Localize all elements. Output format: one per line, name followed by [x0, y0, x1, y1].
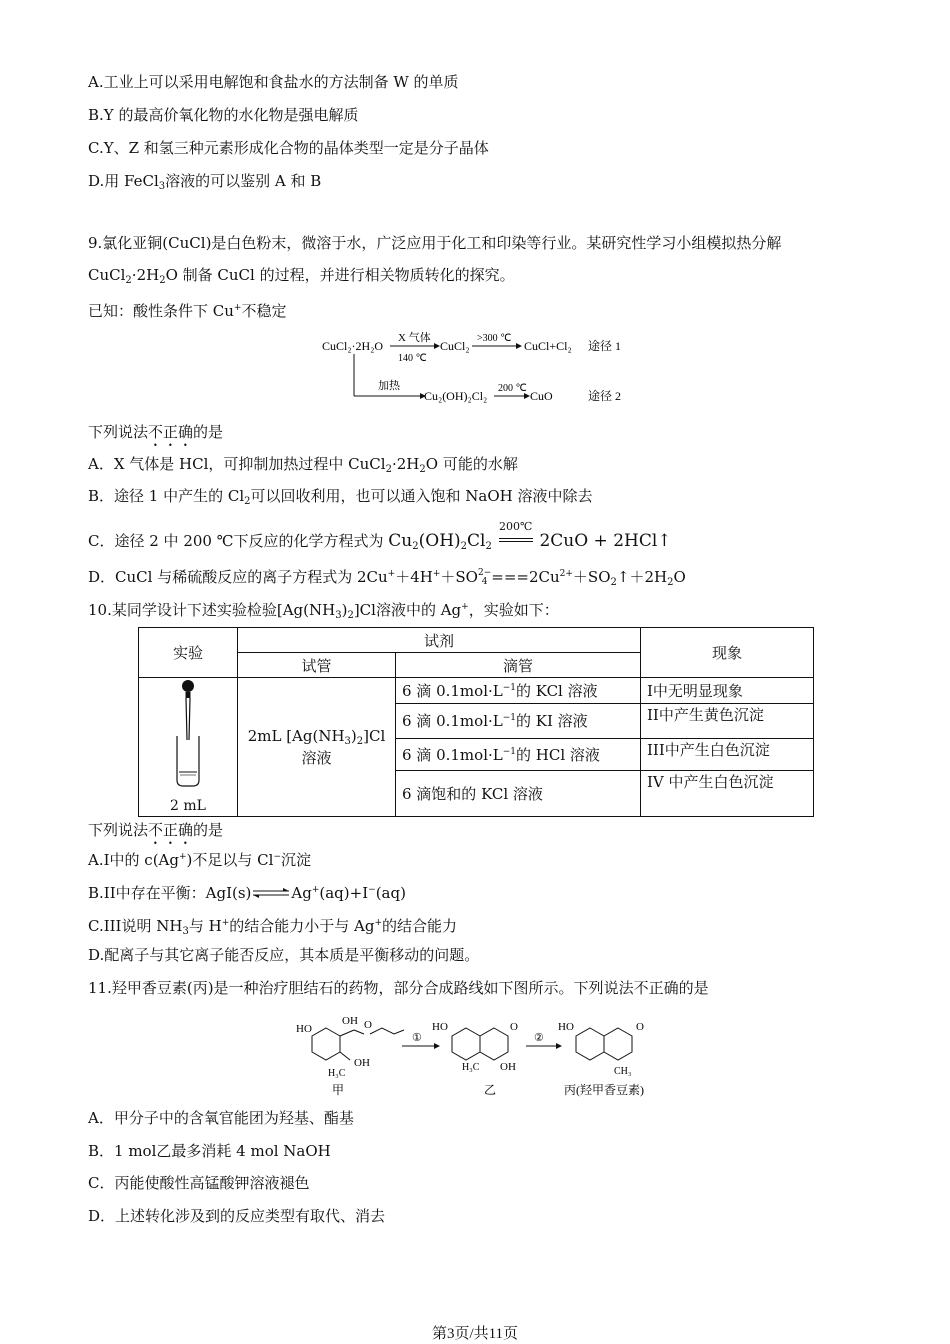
q11-option-c: C．丙能使酸性高锰酸钾溶液褪色: [88, 1174, 310, 1192]
dropper-row-3: 6 滴 $0.1mol\cdot L^{-1}$的 HCl 溶液: [396, 739, 641, 771]
jia-ho-label: HO: [296, 1023, 312, 1035]
q11-option-b: B．1 mol乙最多消耗 4 mol NaOH: [88, 1142, 331, 1160]
dropper-row-2: 6 滴 $0.1mol\cdot L^{-1}$的 KI 溶液: [396, 703, 641, 739]
jia-o-label: O: [364, 1019, 372, 1031]
q9-option-c: C．途径 2 中 200 ℃下反应的化学方程式为 $Cu_2(OH)_2Cl_2$ 200℃ 2CuO + 2HCl↑: [88, 520, 672, 552]
q9-stem-line1: 9.氯化亚铜(CuCl)是白色粉末，微溶于水，广泛应用于化工和印染等行业。某研究性学习小组模拟热分解: [88, 234, 782, 252]
th-phenomenon: 现象: [641, 628, 814, 678]
q11-stem: 11.羟甲香豆素(丙)是一种治疗胆结石的药物，部分合成路线如下图所示。下列说法不正确的是: [88, 979, 709, 997]
tube-reagent: 2mL $[Ag(NH_3)_2]Cl$ 溶液: [238, 678, 396, 817]
q9-option-b: B．途径 1 中产生的 $Cl_2$可以回收利用，也可以通入饱和 NaOH 溶液中除去: [88, 487, 593, 507]
q10-experiment-table: [138, 627, 814, 817]
flow-inter: Cu₂(OH)₂Cl₂: [424, 389, 488, 403]
q11-synthesis-route: [294, 1008, 664, 1100]
q8-option-d: D.用 FeCl$_3$溶液的可以鉴别 A 和 B: [88, 172, 322, 192]
experiment-apparatus-cell: [139, 678, 238, 817]
flow-t200: 200 ℃: [498, 383, 527, 394]
yi-h3c-label: H₃C: [462, 1062, 480, 1073]
q9-flow-diagram: [320, 326, 640, 408]
q8-option-c: C.Y、Z 和氢三种元素形成化合物的晶体类型一定是分子晶体: [88, 139, 489, 157]
flow-path1: 途径 1: [588, 339, 622, 353]
q9-option-d: D．CuCl 与稀硫酸反应的离子方程式为 2Cu+＋4H+＋SO2− $4 ===2Cu^{2+}+SO_2↑+2H_2O$: [88, 568, 686, 588]
th-reagent: 试剂: [238, 628, 641, 653]
q10-option-b: B.II中存在平衡：AgI(s) Ag+(aq)+I−(aq): [88, 884, 406, 902]
yi-oh-label: OH: [500, 1061, 516, 1073]
flow-heat: 加热: [378, 380, 400, 392]
jia-oh2-label: OH: [354, 1057, 370, 1069]
th-tube: 试管: [238, 653, 396, 678]
test-tube-icon: [168, 678, 208, 794]
q10-question: 下列说法不正确的是: [88, 821, 224, 839]
phenomenon-row-3: III中产生白色沉淀: [641, 739, 814, 771]
q11-option-d: D．上述转化涉及到的反应类型有取代、消去: [88, 1207, 386, 1225]
flow-end1: CuCl+Cl₂: [524, 339, 572, 353]
flow-path2: 途径 2: [588, 389, 622, 403]
q10-option-c: C.III说明 $NH_3$与 H+的结合能力小于与 Ag+的结合能力: [88, 917, 458, 937]
q10-stem: 10.某同学设计下述实验检验$[Ag(NH_3)_2]Cl$溶液中的 Ag+，实验如下：: [88, 601, 559, 621]
phenomenon-row-2: II中产生黄色沉淀: [641, 703, 814, 739]
phenomenon-row-4: IV 中产生白色沉淀: [641, 770, 814, 816]
q10-option-d: D.配离子与其它离子能否反应，其本质是平衡移动的问题。: [88, 946, 480, 964]
flow-x-gas: X 气体: [398, 332, 431, 344]
page-footer: 第3页/共11页: [431, 1326, 519, 1342]
bing-ch3-label: CH₃: [614, 1066, 632, 1077]
yi-o-label: O: [510, 1021, 518, 1033]
q11-option-a: A．甲分子中的含氧官能团为羟基、酯基: [88, 1109, 354, 1127]
q8-option-a: A.工业上可以采用电解饱和食盐水的方法制备 W 的单质: [88, 73, 459, 91]
q9-stem-line2: $CuCl_2\cdot 2H_2O$ 制备 CuCl 的过程，并进行相关物质转化的探究。: [88, 266, 515, 286]
bing-label: 丙(羟甲香豆素): [564, 1083, 644, 1097]
jia-label: 甲: [332, 1083, 345, 1097]
flow-mid: CuCl₂: [440, 339, 470, 353]
flow-t300: >300 ℃: [477, 333, 512, 344]
phenomenon-row-1: I中无明显现象: [641, 678, 814, 704]
yi-label: 乙: [484, 1083, 497, 1097]
yi-ho-label: HO: [432, 1021, 448, 1033]
jia-oh-label: OH: [342, 1015, 358, 1027]
step1-label: ①: [412, 1032, 422, 1044]
bing-ho-label: HO: [558, 1021, 574, 1033]
equilibrium-arrow-icon: [251, 888, 291, 898]
flow-t140: 140 ℃: [398, 353, 427, 364]
q9-option-a: A．X 气体是 HCl，可抑制加热过程中 $CuCl_2\cdot 2H_2O$ 可能的水解: [88, 455, 518, 475]
flow-start: CuCl₂·2H₂O: [322, 339, 384, 353]
dropper-row-1: 6 滴 $0.1mol\cdot L^{-1}$的 KCl 溶液: [396, 678, 641, 704]
tube-volume: 2 mL: [170, 798, 206, 814]
q8-option-b: B.Y 的最高价氧化物的水化物是强电解质: [88, 106, 359, 124]
bing-o-label: O: [636, 1021, 644, 1033]
q10-option-a: A.I中的 c(Ag+)不足以与 Cl−沉淀: [88, 851, 311, 869]
flow-end2: CuO: [530, 389, 553, 403]
step2-label: ②: [534, 1032, 544, 1044]
q9-question: 下列说法不正确的是: [88, 423, 224, 441]
dropper-row-4: 6 滴饱和的 KCl 溶液: [396, 770, 641, 816]
jia-h3c-label: H₃C: [328, 1068, 346, 1079]
th-dropper: 滴管: [396, 653, 641, 678]
q9-known: 已知：酸性条件下 Cu+不稳定: [88, 302, 287, 320]
th-experiment: 实验: [139, 628, 238, 678]
